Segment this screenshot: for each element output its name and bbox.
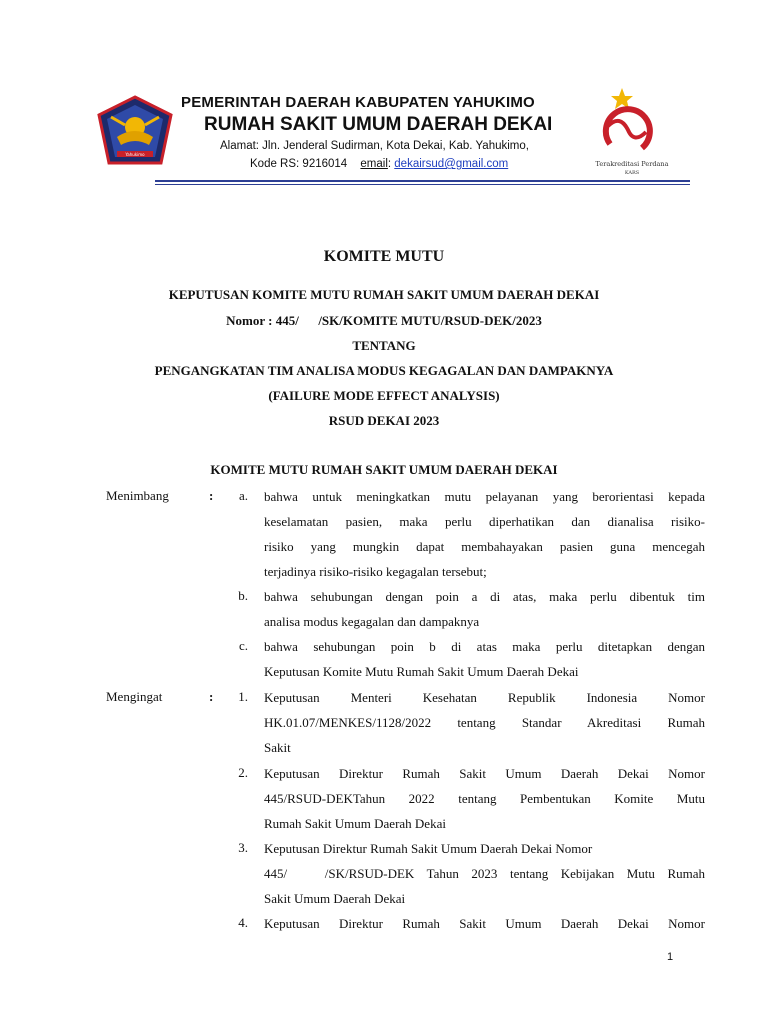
- menimbang-marker: c.: [238, 638, 248, 653]
- mengingat-colon: :: [209, 689, 214, 704]
- mengingat-marker: 4.: [238, 915, 248, 930]
- menimbang-line: risiko yang mungkin dapat membahayakan pasien guna mencegah: [264, 539, 705, 554]
- menimbang-label: Menimbang: [106, 488, 169, 503]
- accreditation-body: KARS: [624, 170, 640, 176]
- mengingat-line: Keputusan Direktur Rumah Sakit Umum Daerah Dekai Nomor: [264, 916, 705, 931]
- mengingat-marker: 1.: [238, 689, 248, 704]
- subject-line-3: RSUD DEKAI 2023: [328, 413, 440, 428]
- issuer-heading: KOMITE MUTU RUMAH SAKIT UMUM DAERAH DEKAI: [210, 462, 558, 477]
- menimbang-line: bahwa sehubungan dengan poin a di atas, maka perlu dibentuk tim: [264, 589, 705, 604]
- mengingat-line: Keputusan Direktur Rumah Sakit Umum Daerah Dekai Nomor: [264, 766, 705, 781]
- email-colon: :: [387, 158, 395, 170]
- menimbang-line: bahwa untuk meningkatkan mutu pelayanan yang berorientasi kepada: [264, 489, 705, 504]
- government-name: PEMERINTAH DAERAH KABUPATEN YAHUKIMO: [181, 94, 535, 111]
- decision-number: Nomor : 445/ /SK/KOMITE MUTU/RSUD-DEK/2023: [226, 313, 542, 328]
- subject-line-1: PENGANGKATAN TIM ANALISA MODUS KEGAGALAN DAN DAMPAKNYA: [154, 363, 614, 378]
- mengingat-line: Rumah Sakit Umum Daerah Dekai: [264, 816, 446, 831]
- mengingat-marker: 2.: [238, 765, 248, 780]
- decision-title: KEPUTUSAN KOMITE MUTU RUMAH SAKIT UMUM DAERAH DEKAI: [168, 287, 600, 302]
- menimbang-colon: :: [209, 488, 214, 503]
- menimbang-line: keselamatan pasien, maka perlu diperhatikan dan dianalisa risiko-: [264, 514, 705, 529]
- letterhead-rule: [155, 180, 690, 182]
- subject-line-2: (FAILURE MODE EFFECT ANALYSIS): [268, 388, 500, 403]
- accreditation-caption: Terakreditasi Perdana: [595, 160, 669, 168]
- committee-title: KOMITE MUTU: [323, 248, 445, 265]
- mengingat-line: Keputusan Direktur Rumah Sakit Umum Daerah Dekai Nomor: [264, 841, 593, 856]
- menimbang-line: bahwa sehubungan poin b di atas maka perlu ditetapkan dengan: [264, 639, 705, 654]
- letterhead: [178, 93, 588, 173]
- letterhead-rule-thin: [155, 184, 690, 185]
- star-icon: [611, 88, 633, 109]
- about-heading: TENTANG: [352, 338, 416, 353]
- mengingat-line: 445/RSUD-DEKTahun 2022 tentang Pembentukan Komite Mutu: [264, 791, 705, 806]
- menimbang-line: analisa modus kegagalan dan dampaknya: [264, 614, 480, 629]
- email-link[interactable]: dekairsud@gmail.com: [394, 158, 509, 170]
- mengingat-line: 445/ /SK/RSUD-DEK Tahun 2023 tentang Kebijakan Mutu Rumah: [264, 866, 705, 881]
- emblem-caption: Yahukimo: [125, 152, 145, 157]
- kars-accreditation-logo: [590, 86, 674, 176]
- mengingat-line: HK.01.07/MENKES/1128/2022 tentang Standar Akreditasi Rumah: [264, 715, 705, 730]
- contact-line: [178, 156, 588, 173]
- hospital-code: Kode RS: 9216014: [250, 158, 348, 170]
- mengingat-line: Sakit: [264, 740, 291, 755]
- mengingat-line: Sakit Umum Daerah Dekai: [264, 891, 406, 906]
- menimbang-line: Keputusan Komite Mutu Rumah Sakit Umum Daerah Dekai: [264, 664, 579, 679]
- page-number: 1: [667, 951, 674, 963]
- mengingat-marker: 3.: [238, 840, 248, 855]
- mengingat-line: Keputusan Menteri Kesehatan Republik Indonesia Nomor: [264, 690, 705, 705]
- mengingat-label: Mengingat: [106, 689, 163, 704]
- menimbang-marker: b.: [238, 588, 248, 603]
- menimbang-line: terjadinya risiko-risiko kegagalan tersebut;: [264, 564, 487, 579]
- email-label: email: [360, 158, 388, 170]
- regency-emblem-logo: [97, 95, 173, 167]
- hospital-address: Alamat: Jln. Jenderal Sudirman, Kota Dekai, Kab. Yahukimo,: [220, 140, 529, 152]
- hospital-name: RUMAH SAKIT UMUM DAERAH DEKAI: [204, 114, 553, 135]
- menimbang-marker: a.: [238, 488, 248, 503]
